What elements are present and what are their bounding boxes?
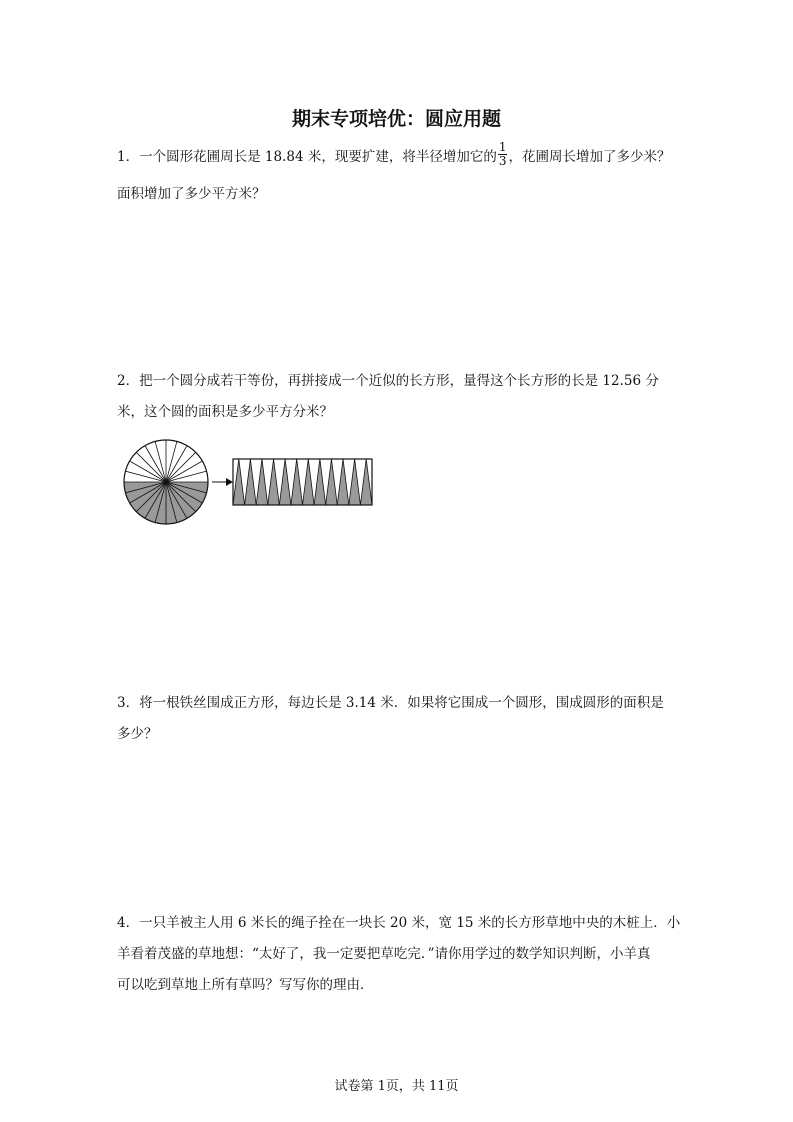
question-4-line-2: 羊看着茂盛的草地想：“太好了，我一定要把草吃完．”请你用学过的数学知识判断，小羊真 (117, 946, 651, 962)
question-1-line-2: 面积增加了多少平方米？ (117, 186, 266, 202)
question-1 (117, 142, 677, 210)
question-3-number: 3． (117, 695, 140, 711)
question-1-text-end: ，花圃周长增加了多少米？ (508, 149, 671, 165)
question-1-line-1 (117, 142, 677, 173)
question-4 (117, 908, 681, 1001)
question-4-number: 4． (117, 915, 140, 931)
question-1-number: 1． (117, 149, 140, 165)
arrow (212, 478, 233, 486)
question-2-line-2: 米，这个圆的面积是多少平方分米？ (117, 404, 333, 420)
question-1-text: 一个圆形花圃周长是 18.84 米，现要扩建，将半径增加它的 (139, 149, 497, 165)
circle-to-rectangle-figure (120, 437, 380, 527)
fraction-numerator: 1 (498, 140, 507, 154)
question-2-line-1 (117, 366, 677, 397)
page-title: 期末专项培优：圆应用题 (291, 108, 501, 130)
question-4-line-3: 可以吃到草地上所有草吗？写写你的理由． (117, 977, 374, 993)
question-3-text: 将一根铁丝围成正方形，每边长是 3.14 米．如果将它围成一个圆形，围成圆形的面积是 (139, 695, 664, 711)
fraction (498, 141, 508, 168)
page-footer: 试卷第 1页，共 11页 (334, 1079, 459, 1094)
question-3 (117, 688, 677, 750)
question-3-line-2: 多少？ (117, 726, 158, 742)
question-2-text: 把一个圆分成若干等份，再拼接成一个近似的长方形，量得这个长方形的长是 12.56 分 (139, 373, 659, 389)
question-2 (117, 366, 677, 428)
approximate-rectangle (233, 459, 372, 505)
question-3-line-1 (117, 688, 677, 719)
divided-circle (124, 440, 208, 524)
fraction-denominator: 3 (498, 154, 507, 168)
question-4-text: 一只羊被主人用 6 米长的绳子拴在一块长 20 米，宽 15 米的长方形草地中央的木桩上．小 (139, 915, 681, 931)
question-4-line-1 (117, 908, 681, 939)
question-2-number: 2． (117, 373, 140, 389)
